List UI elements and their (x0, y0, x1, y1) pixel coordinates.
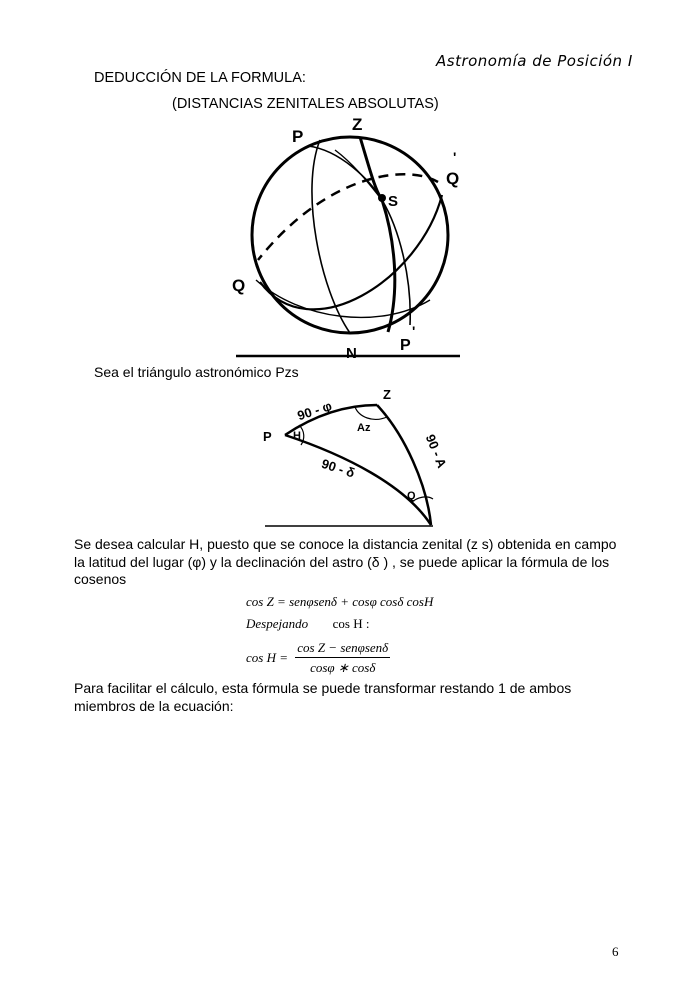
celestial-sphere-figure (220, 110, 480, 365)
paragraph-intro: Se desea calcular H, puesto que se conoce la distancia zenital (z s) obtenida en campo la latitud del lugar (φ) y la declinación del astro (δ ) , se puede aplicar la fórmula de los cosenos (74, 536, 617, 587)
course-header: Astronomía de Posición I (436, 52, 633, 70)
pole-label: P (292, 127, 304, 146)
formula-numerator: cos Z − senφsenδ (295, 640, 390, 658)
vertex-z-label: Z (383, 387, 391, 402)
vertex-p-label: P (263, 429, 272, 444)
side-ps-label: 90 - δ (319, 455, 357, 481)
angle-az-arc (355, 407, 387, 419)
cos-h-formula (246, 640, 390, 676)
cosine-rule-formula: cos Z = senφsenδ + cosφ cosδ cosH (246, 594, 434, 609)
section-subtitle: (DISTANCIAS ZENITALES ABSOLUTAS) (172, 96, 439, 112)
angle-h-label: H (293, 430, 301, 442)
side-zs (377, 405, 431, 525)
star-point (378, 194, 386, 202)
zenith-label: Z (352, 115, 363, 134)
formula-lhs: cos H = (246, 650, 288, 665)
solve-label: Despejando (246, 616, 309, 631)
equator-left-label: Q (232, 276, 246, 295)
declination-circle (256, 280, 430, 317)
side-zs-label: 90 - A (422, 432, 450, 471)
nadir-label: N (346, 345, 357, 362)
equator-right-prime: ' (453, 149, 457, 165)
formula-denominator: cosφ ∗ cosδ (310, 660, 376, 675)
angle-q-label: Q (407, 490, 416, 502)
equator-front (260, 195, 442, 309)
star-arc (335, 150, 382, 200)
side-ps (285, 435, 431, 525)
pole-lower-label: P (400, 337, 411, 354)
page-number: 6 (612, 944, 619, 959)
pole-lower-prime: ' (412, 323, 416, 339)
solve-line (246, 616, 369, 632)
equator-right-label: Q (446, 169, 460, 188)
star-label: S (388, 193, 399, 210)
equator-back (258, 174, 438, 260)
section-title: DEDUCCIÓN DE LA FORMULA: (94, 70, 306, 86)
astronomical-triangle-figure (255, 385, 450, 530)
paragraph-transform: Para facilitar el cálculo, esta fórmula se puede transformar restando 1 de ambos miembros de la ecuación: (74, 680, 572, 714)
angle-az-label: Az (357, 422, 371, 434)
side-pz-label: 90 - φ (295, 398, 334, 424)
figure-caption: Sea el triángulo astronómico Pzs (94, 364, 299, 380)
vertical-circle (360, 137, 395, 332)
solve-for: cos H : (332, 616, 370, 631)
formula-fraction (295, 640, 390, 676)
